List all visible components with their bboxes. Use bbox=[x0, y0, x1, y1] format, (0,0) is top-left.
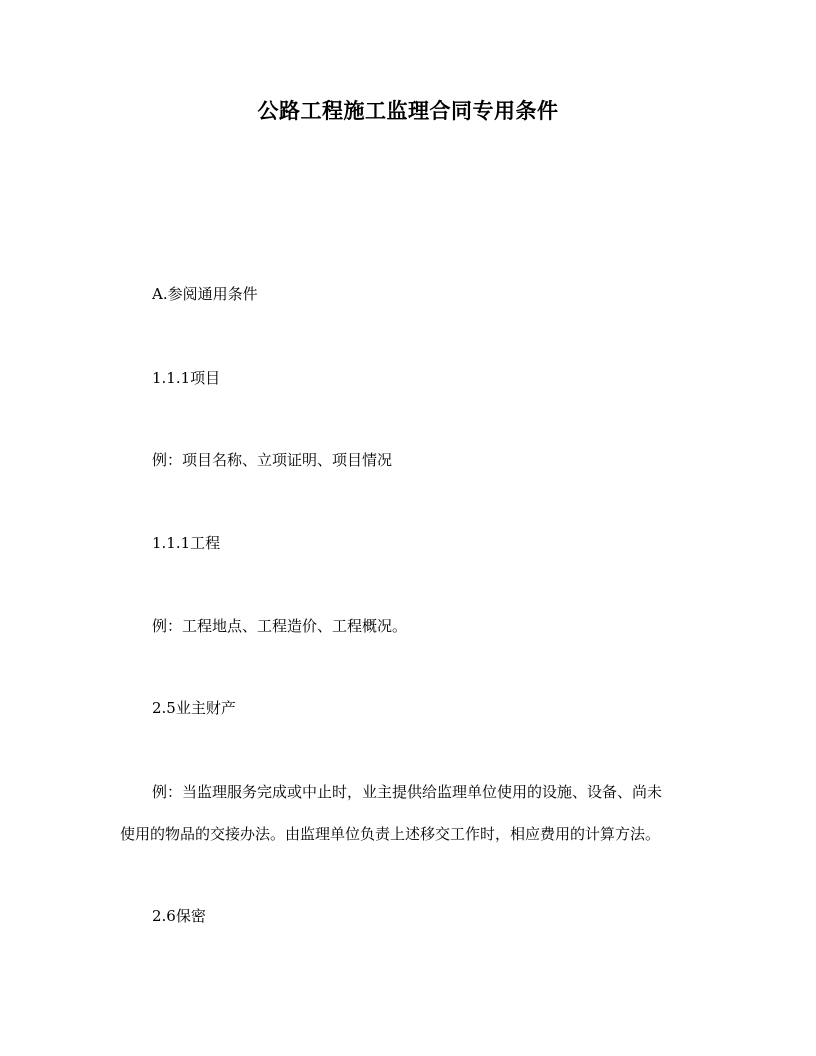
clause-heading-owner-property: 2.5业主财产 bbox=[152, 699, 236, 717]
clause-example-owner-property-line-1: 例：当监理服务完成或中止时，业主提供给监理单位使用的设施、设备、尚未 bbox=[152, 783, 663, 801]
clause-example-works: 例：工程地点、工程造价、工程概况。 bbox=[152, 617, 408, 635]
section-heading-reference: A.参阅通用条件 bbox=[152, 285, 258, 303]
clause-heading-project: 1.1.1项目 bbox=[152, 369, 221, 387]
clause-heading-works: 1.1.1工程 bbox=[152, 534, 221, 552]
document-title: 公路工程施工监理合同专用条件 bbox=[257, 98, 559, 123]
clause-example-project: 例：项目名称、立项证明、项目情况 bbox=[152, 451, 393, 469]
clause-example-owner-property-line-2: 使用的物品的交接办法。由监理单位负责上述移交工作时，相应费用的计算方法。 bbox=[120, 825, 661, 843]
clause-heading-confidentiality: 2.6保密 bbox=[152, 907, 206, 925]
